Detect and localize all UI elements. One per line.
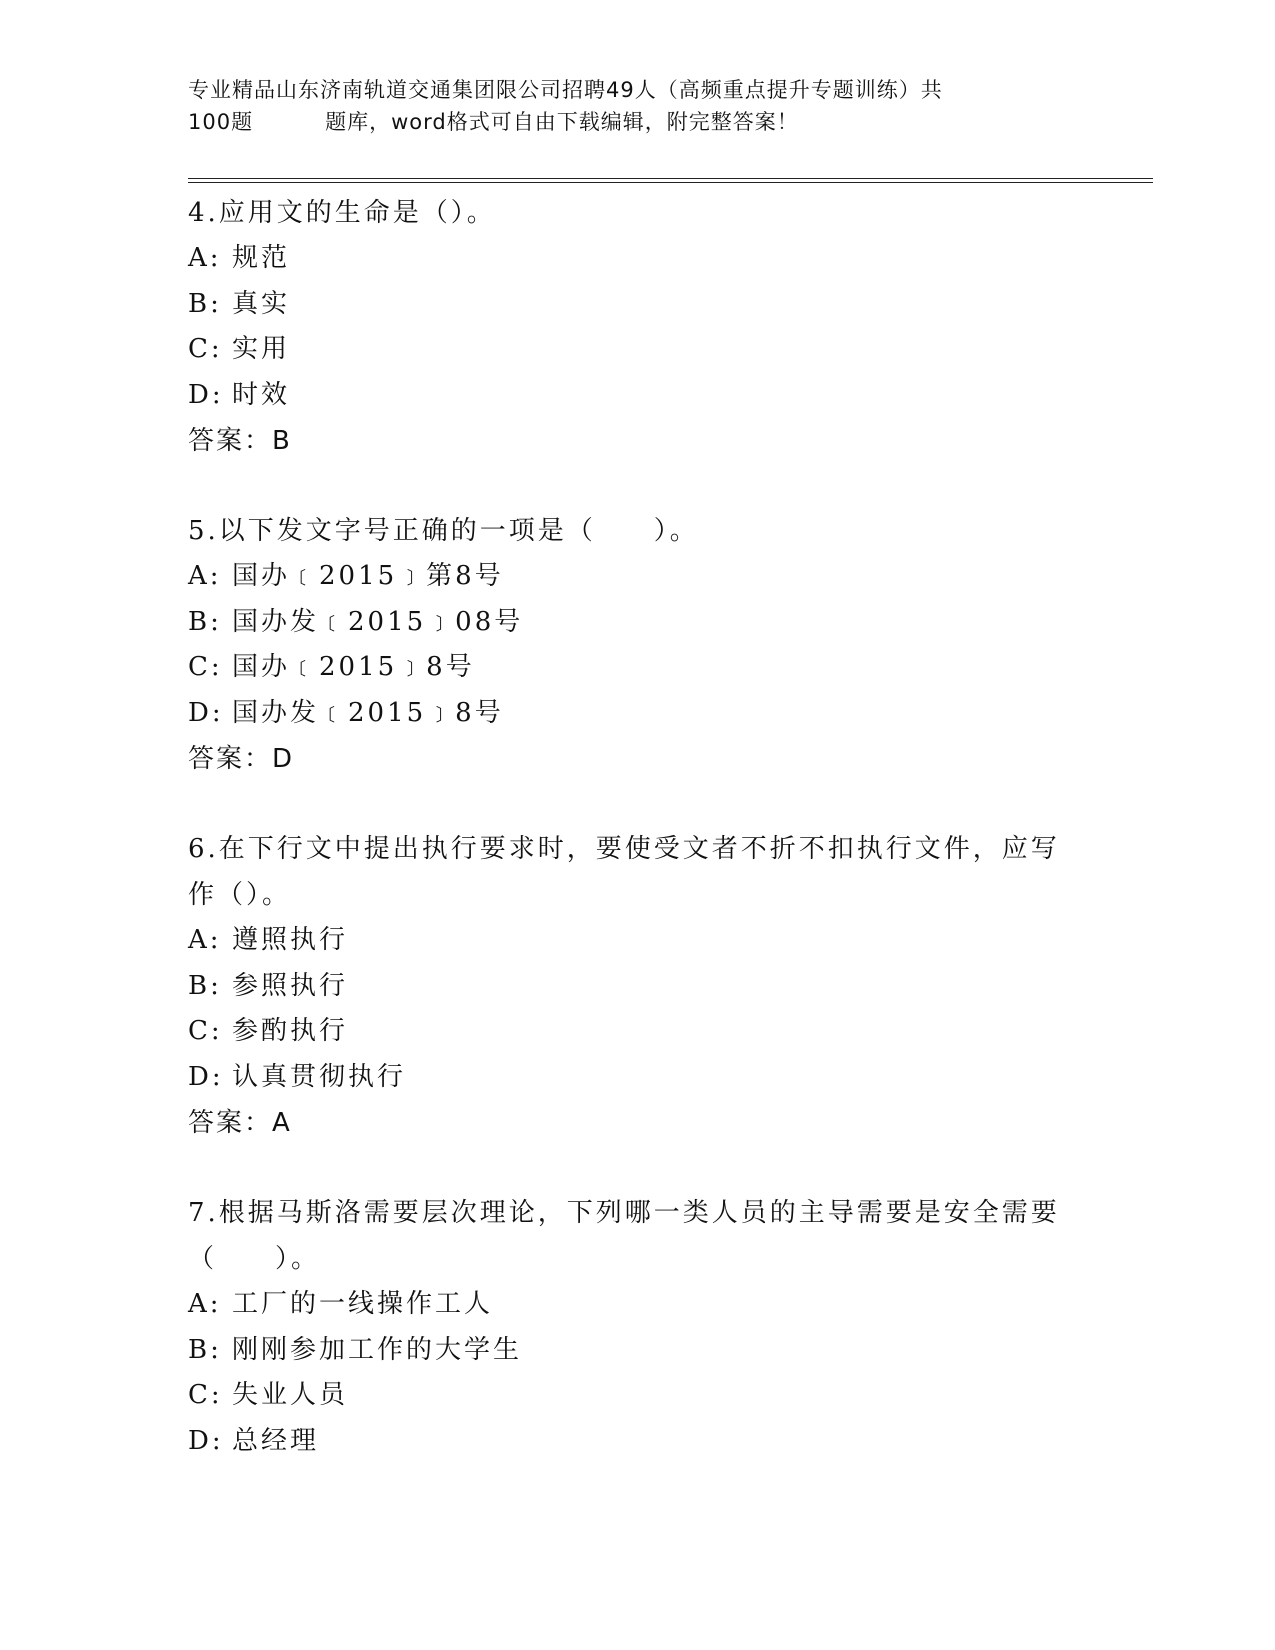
option-text: 遵照执行 <box>232 925 349 955</box>
option-a <box>188 1282 1088 1328</box>
option-letter: A: <box>188 925 222 955</box>
header-description: 题库，word格式可自由下载编辑，附完整答案！ <box>325 110 799 134</box>
option-text: 工厂的一线操作工人 <box>232 1289 494 1319</box>
option-text: 失业人员 <box>232 1380 349 1410</box>
question-stem: 6.在下行文中提出执行要求时，要使受文者不折不扣执行文件，应写作（）。 <box>188 834 1060 910</box>
document-header <box>188 74 1068 138</box>
option-text: 时效 <box>232 379 291 410</box>
option-text: 认真贯彻执行 <box>232 1061 407 1092</box>
option-text: 实用 <box>232 334 291 364</box>
option-c <box>188 1009 1088 1055</box>
option-text: 国办﹝2015﹞8号 <box>232 652 475 682</box>
option-b <box>188 282 1088 328</box>
option-c <box>188 327 1088 373</box>
option-b <box>188 1328 1088 1374</box>
option-letter: A: <box>188 243 222 273</box>
question-list <box>188 190 1088 1464</box>
option-d <box>188 1055 1088 1101</box>
option-letter: D: <box>188 1425 224 1456</box>
option-d <box>188 373 1088 419</box>
option-a <box>188 554 1088 600</box>
header-divider-top <box>188 178 1153 179</box>
option-text: 规范 <box>232 243 291 273</box>
option-text: 国办发﹝2015﹞8号 <box>232 697 504 728</box>
question-stem: 4.应用文的生命是（）。 <box>188 198 496 228</box>
option-letter: D: <box>188 379 224 410</box>
header-line-2 <box>188 106 1068 138</box>
option-text: 总经理 <box>232 1425 320 1456</box>
answer-line: 答案：D <box>188 744 295 774</box>
question-4 <box>188 190 1088 464</box>
option-b <box>188 600 1088 646</box>
option-letter: C: <box>188 1016 223 1046</box>
question-5 <box>188 508 1088 782</box>
option-text: 参照执行 <box>232 970 349 1001</box>
question-6 <box>188 826 1088 1146</box>
option-letter: B: <box>188 288 222 319</box>
option-text: 参酌执行 <box>232 1016 349 1046</box>
option-text: 国办发﹝2015﹞08号 <box>232 606 524 637</box>
option-letter: C: <box>188 334 223 364</box>
option-letter: A: <box>188 561 222 591</box>
option-letter: D: <box>188 1061 224 1092</box>
header-count: 100题 <box>188 110 254 134</box>
option-letter: B: <box>188 970 222 1001</box>
option-d <box>188 691 1088 737</box>
option-letter: B: <box>188 1334 222 1365</box>
header-divider-bottom <box>188 182 1153 183</box>
option-letter: B: <box>188 606 222 637</box>
option-letter: C: <box>188 652 223 682</box>
question-7 <box>188 1190 1088 1464</box>
option-letter: D: <box>188 697 224 728</box>
option-c <box>188 1373 1088 1419</box>
answer-line: 答案：A <box>188 1108 292 1138</box>
header-line-1: 专业精品山东济南轨道交通集团限公司招聘49人（高频重点提升专题训练）共 <box>188 78 943 102</box>
option-letter: C: <box>188 1380 223 1410</box>
option-d <box>188 1419 1088 1465</box>
option-text: 真实 <box>232 288 291 319</box>
option-a <box>188 918 1088 964</box>
question-stem: 7.根据马斯洛需要层次理论，下列哪一类人员的主导需要是安全需要（ ）。 <box>188 1198 1060 1274</box>
option-c <box>188 645 1088 691</box>
option-text: 国办﹝2015﹞第8号 <box>232 561 504 591</box>
option-b <box>188 964 1088 1010</box>
option-a <box>188 236 1088 282</box>
option-text: 刚刚参加工作的大学生 <box>232 1334 523 1365</box>
answer-line: 答案：B <box>188 426 292 456</box>
question-stem: 5.以下发文字号正确的一项是（ ）。 <box>188 516 699 546</box>
option-letter: A: <box>188 1289 222 1319</box>
